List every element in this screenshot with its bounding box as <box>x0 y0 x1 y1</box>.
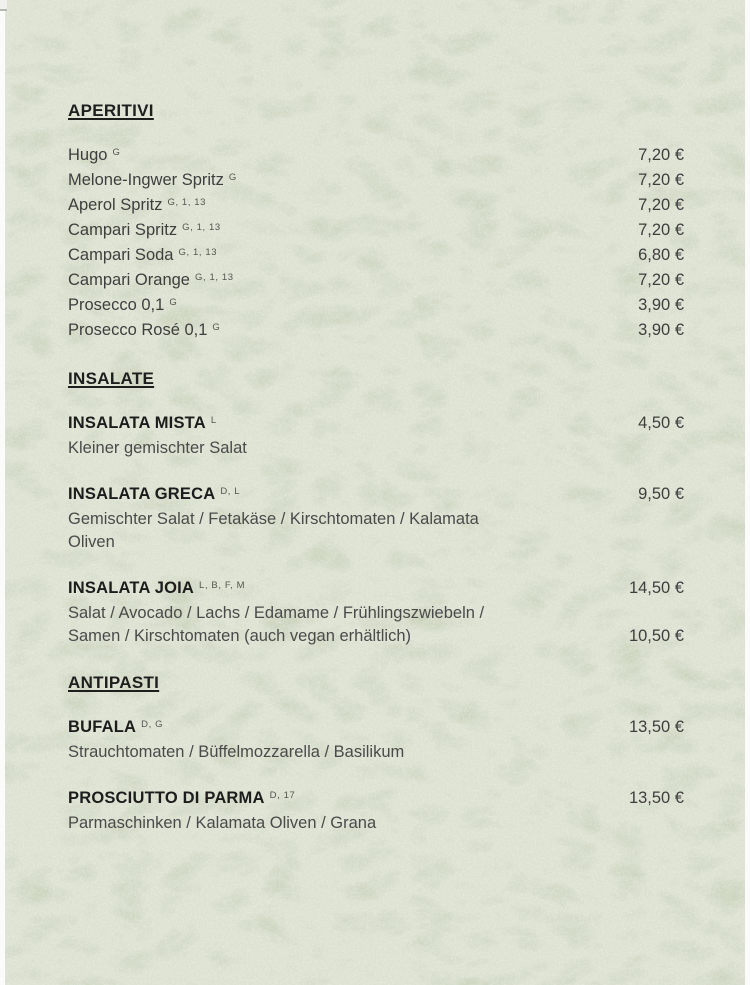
item-description: Oliven <box>68 533 115 551</box>
item-variant-price: 10,50 € <box>628 627 684 645</box>
menu-page <box>5 0 745 985</box>
allergen-codes: L, B, F, M <box>199 579 246 591</box>
allergen-codes: G, 1, 13 <box>182 221 221 233</box>
allergen-codes: D, G <box>141 718 164 730</box>
previous-page-edge <box>0 0 7 9</box>
item-description: Gemischter Salat / Fetakäse / Kirschtomaten / Kalamata <box>68 510 479 528</box>
item-name: Campari Soda $^{G, 1, 13}$ <box>68 246 218 264</box>
item-name: INSALATA MISTA $^L$ <box>68 414 217 432</box>
item-title-row <box>68 144 684 169</box>
item-description-row <box>68 602 684 625</box>
allergen-codes: G, 1, 13 <box>194 271 234 283</box>
item-name: Prosecco 0,1 $^G$ <box>68 296 178 314</box>
allergen-codes: G, 1, 13 <box>167 196 207 208</box>
item-description: Parmaschinken / Kalamata Oliven / Grana <box>68 814 377 832</box>
item-description: Samen / Kirschtomaten (auch vegan erhältlich) <box>68 627 412 645</box>
section-heading: INSALATE <box>68 369 155 388</box>
item-price: 7,20 € <box>638 271 684 289</box>
item-price: 7,20 € <box>638 171 684 189</box>
item-title-row <box>68 294 684 319</box>
item-title-row <box>68 319 684 344</box>
item-title-row <box>68 787 684 812</box>
item-title-row <box>68 244 684 269</box>
item-price: 13,50 € <box>628 718 684 736</box>
item-description-row <box>68 741 684 764</box>
menu-item <box>68 194 684 219</box>
allergen-codes: D, 17 <box>269 789 296 801</box>
section-heading: ANTIPASTI <box>68 673 160 692</box>
allergen-codes: G, 1, 13 <box>178 246 218 258</box>
item-description-row <box>68 531 684 554</box>
item-title-row <box>68 716 684 741</box>
allergen-codes: G <box>212 321 221 333</box>
item-title-row <box>68 412 684 437</box>
menu-section <box>68 671 684 835</box>
menu-item <box>68 294 684 319</box>
item-price: 14,50 € <box>628 579 684 597</box>
item-name: Campari Spritz $^{G, 1, 13}$ <box>68 221 221 239</box>
allergen-codes: G <box>228 171 237 183</box>
menu-section <box>68 367 684 648</box>
item-name: INSALATA JOIA $^{L, B, F, M}$ <box>68 579 246 597</box>
menu-item <box>68 219 684 244</box>
item-price: 7,20 € <box>638 146 684 164</box>
menu-item <box>68 319 684 344</box>
item-name: Prosecco Rosé 0,1 $^G$ <box>68 321 221 339</box>
item-title-row <box>68 269 684 294</box>
allergen-codes: G <box>112 146 121 158</box>
item-title-row <box>68 169 684 194</box>
item-description: Salat / Avocado / Lachs / Edamame / Frühlingszwiebeln / <box>68 604 485 622</box>
menu-item <box>68 577 684 648</box>
section-heading: APERITIVI <box>68 101 154 120</box>
item-name: INSALATA GRECA $^{D, L}$ <box>68 485 241 503</box>
menu-item <box>68 269 684 294</box>
item-description: Kleiner gemischter Salat <box>68 439 247 457</box>
item-price: 4,50 € <box>638 414 684 432</box>
item-title-row <box>68 194 684 219</box>
item-description: Strauchtomaten / Büffelmozzarella / Basilikum <box>68 743 405 761</box>
item-name: Aperol Spritz $^{G, 1, 13}$ <box>68 196 207 214</box>
page-separator-line <box>0 9 7 11</box>
item-description-row <box>68 812 684 835</box>
menu-item <box>68 787 684 835</box>
item-name: Campari Orange $^{G, 1, 13}$ <box>68 271 234 289</box>
item-price: 13,50 € <box>628 789 684 807</box>
item-title-row <box>68 219 684 244</box>
menu-item <box>68 244 684 269</box>
item-description-row <box>68 625 684 648</box>
item-price: 7,20 € <box>638 196 684 214</box>
menu-item <box>68 169 684 194</box>
item-price: 6,80 € <box>638 246 684 264</box>
allergen-codes: L <box>210 414 217 426</box>
menu-section <box>68 99 684 344</box>
item-price: 9,50 € <box>638 485 684 503</box>
item-title-row <box>68 577 684 602</box>
item-description-row <box>68 437 684 460</box>
menu-item <box>68 412 684 460</box>
item-name: PROSCIUTTO DI PARMA $^{D, 17}$ <box>68 789 296 807</box>
menu-content <box>68 99 684 858</box>
menu-item <box>68 716 684 764</box>
menu-item <box>68 144 684 169</box>
item-price: 3,90 € <box>638 321 684 339</box>
item-description-row <box>68 508 684 531</box>
item-name: Hugo $^G$ <box>68 146 121 164</box>
item-name: BUFALA $^{D, G}$ <box>68 718 164 736</box>
item-price: 3,90 € <box>638 296 684 314</box>
item-price: 7,20 € <box>638 221 684 239</box>
item-title-row <box>68 483 684 508</box>
item-name: Melone-Ingwer Spritz $^G$ <box>68 171 237 189</box>
allergen-codes: D, L <box>220 485 241 497</box>
allergen-codes: G <box>169 296 178 308</box>
menu-item <box>68 483 684 554</box>
